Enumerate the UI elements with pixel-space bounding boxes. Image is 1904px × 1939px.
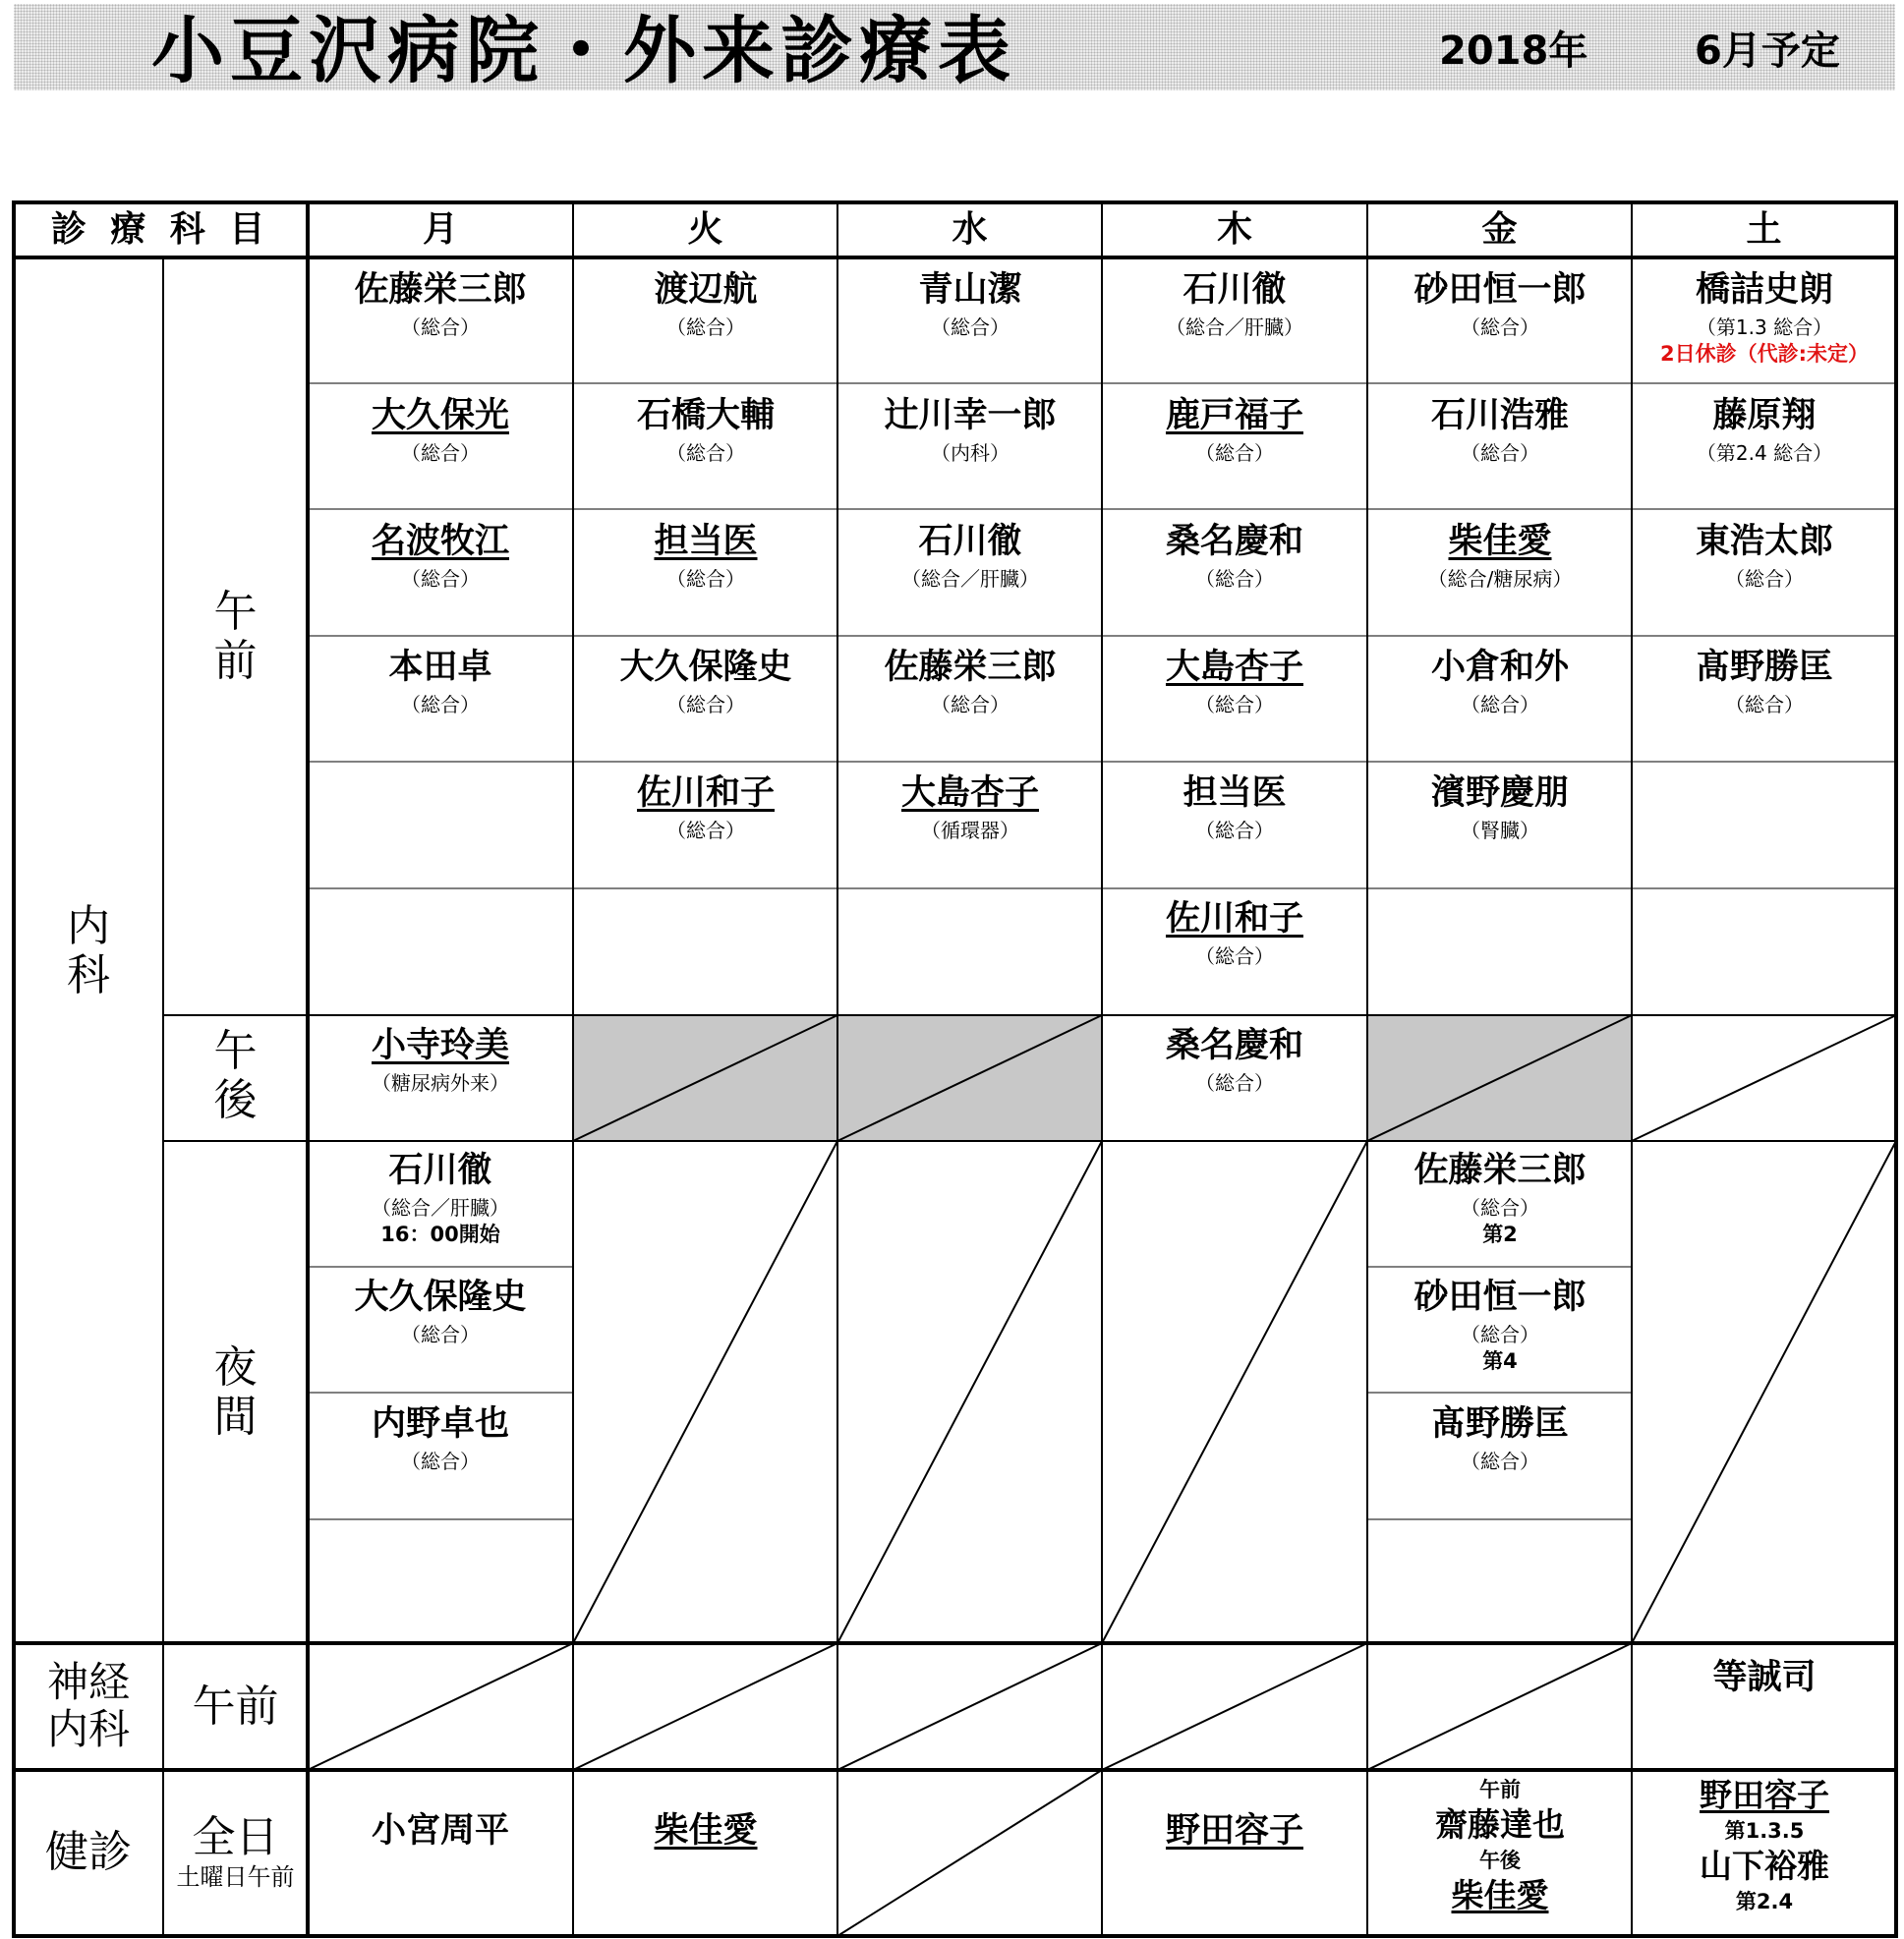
doctor-name: 佐藤栄三郎 [884,648,1057,687]
cell-am-tue-3 [574,521,837,592]
cell-am-wed-3 [838,521,1102,592]
specialty: （総合） [1195,693,1274,716]
cell-kenshin-tue [574,1810,837,1852]
shinkei-period-label: 午前 [192,1682,279,1732]
cell-am-sat-2 [1633,395,1896,466]
cell-kenshin-mon [309,1810,572,1852]
cell-shinkei-sat [1633,1657,1896,1698]
week-note: 第4 [1482,1349,1518,1373]
day-header-sat: 土 [1746,209,1782,250]
doctor-name: 髙野勝匡 [1430,1404,1569,1444]
specialty: （第1.3 総合） [1696,315,1833,339]
pm-label: 午後 [1479,1849,1521,1872]
specialty: （腎臓） [1461,819,1539,842]
dept-label-naika: 内 科 [67,901,110,1000]
closure-notice: 2日休診（代診:未定） [1659,342,1869,366]
specialty: （総合） [666,693,745,716]
cell-am-fri-2 [1368,395,1632,466]
cell-am-sat-1 [1633,269,1896,368]
cell-am-tue-5 [574,772,837,843]
specialty: （総合/糖尿病） [1427,567,1573,591]
plan-label: 6月予定 [1695,29,1840,74]
doctor-name: 桑名慶和 [1165,1026,1303,1065]
cell-kenshin-thu [1103,1810,1366,1852]
cell-am-tue-2 [574,395,837,466]
am-label: 午前 [1479,1778,1521,1801]
cell-am-wed-1 [838,269,1102,340]
specialty: （総合） [401,693,480,716]
specialty: （総合） [666,567,745,591]
cell-kenshin-sat [1633,1775,1896,1916]
cell-kenshin-fri [1368,1775,1632,1916]
specialty: （総合） [931,315,1010,339]
period-label-night: 夜 間 [213,1342,258,1442]
doctor-name: 担当医 [1183,773,1287,813]
doctor-name-2: 山下裕雅 [1700,1847,1829,1885]
doctor-name: 濱野慶朋 [1430,773,1569,813]
doctor-name: 桑名慶和 [1165,522,1303,561]
cell-night-mon-3 [309,1403,572,1474]
doctor-name: 砂田恒一郎 [1414,270,1587,310]
specialty: （総合） [1195,819,1274,842]
specialty: （総合） [1461,1196,1539,1220]
doctor-name: 柴佳愛 [654,1811,758,1851]
specialty: （総合） [1461,693,1539,716]
cell-pm-thu [1103,1025,1366,1096]
day-header-mon: 月 [422,209,458,250]
cell-am-tue-4 [574,647,837,717]
specialty: （総合） [1461,1323,1539,1346]
doctor-name: 佐藤栄三郎 [354,270,527,310]
doctor-name: 小倉和外 [1430,648,1569,687]
doctor-name: 東浩太郎 [1695,522,1833,561]
doctor-name: 名波牧江 [371,522,509,561]
specialty: （循環器） [921,819,1019,842]
specialty: （第2.4 総合） [1696,441,1833,465]
page-title: 小豆沢病院・外来診療表 [151,9,1016,93]
week-note-2: 第2.4 [1735,1890,1794,1913]
doctor-name: 野田容子 [1165,1811,1303,1851]
cell-am-mon-2 [309,395,572,466]
cell-am-mon-1 [309,269,572,340]
specialty: （総合） [666,819,745,842]
doctor-name: 小宮周平 [371,1811,509,1851]
cell-am-thu-4 [1103,647,1366,717]
day-header-thu: 木 [1216,209,1252,250]
doctor-name: 大久保隆史 [619,648,792,687]
doctor-name: 石橋大輔 [636,396,775,435]
header-corner: 診 療 科 目 [50,209,271,250]
specialty: （総合／肝臓） [372,1196,509,1220]
doctor-name: 辻川幸一郎 [884,396,1057,435]
cell-night-fri-1 [1368,1150,1632,1248]
cell-am-wed-2 [838,395,1102,466]
week-note-1: 第1.3.5 [1724,1819,1805,1843]
doctor-name: 青山潔 [918,270,1022,310]
day-header-wed: 水 [952,209,988,250]
doctor-name-pm: 柴佳愛 [1451,1876,1549,1914]
cell-night-mon-1 [309,1150,572,1248]
dept-label-shinkei: 神経 内科 [46,1658,130,1753]
specialty: （総合） [1195,567,1274,591]
specialty: （総合） [931,693,1010,716]
specialty: （総合） [1195,1071,1274,1095]
cell-night-fri-3 [1368,1403,1632,1474]
specialty: （総合） [666,315,745,339]
specialty: （総合） [1461,315,1539,339]
cell-am-thu-5 [1103,772,1366,843]
cell-am-sat-3 [1633,521,1896,592]
doctor-name-1: 野田容子 [1700,1776,1829,1814]
specialty: （糖尿病外来） [372,1071,509,1095]
cell-am-mon-4 [309,647,572,717]
cell-am-sat-4 [1633,647,1896,717]
cell-am-fri-5 [1368,772,1632,843]
cell-am-fri-4 [1368,647,1632,717]
cell-night-mon-2 [309,1277,572,1347]
doctor-name: 等誠司 [1712,1658,1817,1697]
doctor-name: 佐川和子 [1165,899,1303,939]
doctor-name: 橋詰史朗 [1695,270,1833,310]
specialty: （総合） [1461,441,1539,465]
doctor-name: 大久保光 [371,396,509,435]
specialty: （総合） [401,1323,480,1346]
specialty: （総合） [1461,1450,1539,1473]
day-header-fri: 金 [1481,209,1518,250]
doctor-name: 髙野勝匡 [1695,648,1833,687]
doctor-name: 石川浩雅 [1430,396,1569,435]
kenshin-period-label: 全日 [192,1812,279,1862]
doctor-name: 小寺玲美 [371,1026,509,1065]
specialty: （総合） [401,441,480,465]
doctor-name: 内野卓也 [371,1404,509,1444]
day-header-tue: 火 [687,209,723,250]
doctor-name: 大島杏子 [900,773,1039,813]
doctor-name: 佐藤栄三郎 [1414,1151,1587,1190]
doctor-name: 大島杏子 [1165,648,1303,687]
doctor-name: 担当医 [654,522,758,561]
doctor-name: 砂田恒一郎 [1414,1278,1587,1317]
specialty: （内科） [931,441,1010,465]
start-time-note: 16：00開始 [380,1223,500,1246]
cell-am-thu-1 [1103,269,1366,340]
cell-am-thu-3 [1103,521,1366,592]
dept-label-kenshin: 健診 [45,1827,132,1877]
doctor-name: 石川徹 [388,1151,492,1190]
specialty: （総合） [401,567,480,591]
doctor-name: 鹿戸福子 [1165,396,1303,435]
year-label: 2018年 [1439,29,1588,74]
doctor-name-am: 齋藤達也 [1435,1805,1565,1844]
doctor-name: 石川徹 [1183,270,1287,310]
specialty: （総合） [666,441,745,465]
cell-am-mon-3 [309,521,572,592]
period-label-pm: 午 後 [213,1026,258,1125]
doctor-name: 本田卓 [388,648,492,687]
doctor-name: 柴佳愛 [1448,522,1552,561]
specialty: （総合） [401,1450,480,1473]
cell-pm-mon [309,1025,572,1096]
period-label-am: 午 前 [213,587,258,686]
doctor-name: 渡辺航 [654,270,758,310]
cell-am-fri-3 [1368,521,1632,592]
cell-am-wed-4 [838,647,1102,717]
cell-night-fri-2 [1368,1277,1632,1375]
specialty: （総合） [1725,693,1804,716]
specialty: （総合） [401,315,480,339]
cell-am-thu-2 [1103,395,1366,466]
cell-am-fri-1 [1368,269,1632,340]
specialty: （総合／肝臓） [901,567,1039,591]
specialty: （総合） [1195,441,1274,465]
doctor-name: 石川徹 [918,522,1022,561]
specialty: （総合／肝臓） [1166,315,1303,339]
doctor-name: 佐川和子 [636,773,775,813]
week-note: 第2 [1482,1223,1518,1246]
kenshin-period-note: 土曜日午前 [176,1863,295,1891]
specialty: （総合） [1725,567,1804,591]
cell-am-wed-5 [838,772,1102,843]
doctor-name: 大久保隆史 [354,1278,527,1317]
specialty: （総合） [1195,944,1274,968]
cell-am-thu-6 [1103,898,1366,969]
cell-am-tue-1 [574,269,837,340]
doctor-name: 藤原翔 [1712,396,1817,435]
